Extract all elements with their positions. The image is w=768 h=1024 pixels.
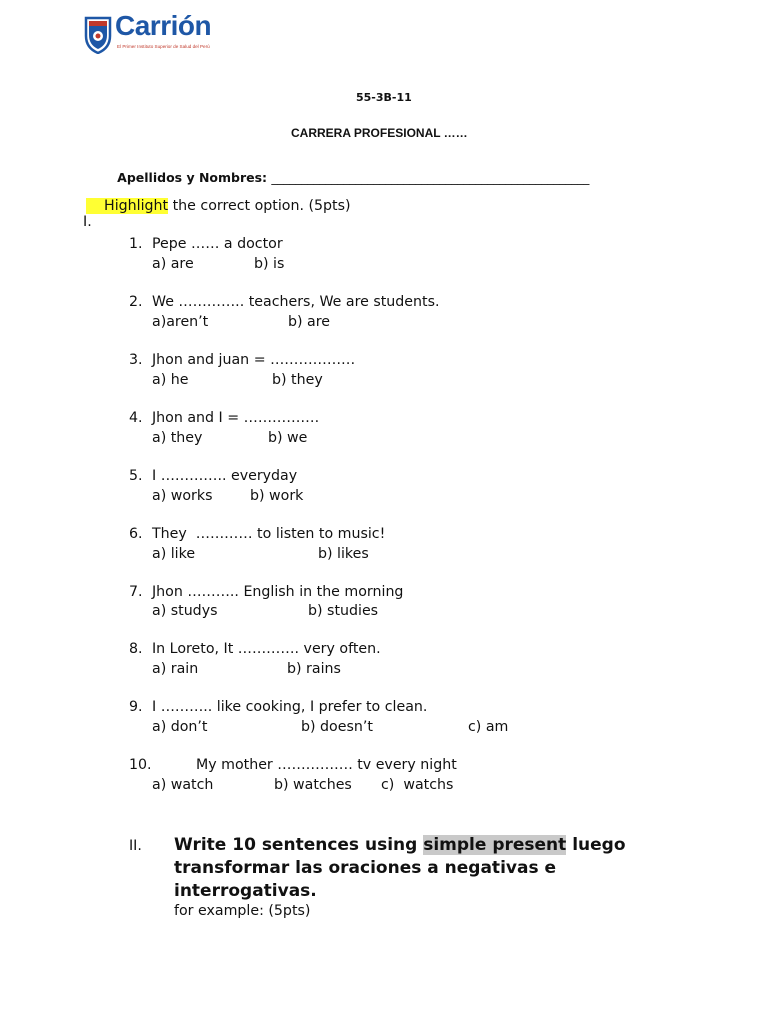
option-b: b) is	[254, 256, 285, 272]
section-2-line-1: Write 10 sentences using simple present luego	[174, 835, 626, 855]
option-b: b) are	[288, 314, 330, 330]
option-a: a) like	[152, 546, 196, 562]
option-a: a) studys	[152, 603, 218, 619]
option-b: b) they	[272, 372, 323, 388]
section-2-number: II.	[129, 838, 142, 854]
option-a: a) rain	[152, 661, 199, 677]
section-2-example: for example: (5pts)	[174, 903, 311, 919]
question-number: 3.	[129, 352, 143, 368]
question-number: 2.	[129, 294, 143, 310]
question-number: 7.	[129, 584, 143, 600]
option-a: a) he	[152, 372, 189, 388]
option-c: c) watchs	[381, 777, 454, 793]
option-a: a) they	[152, 430, 203, 446]
option-b: b) watches	[274, 777, 352, 793]
option-b: b) we	[268, 430, 308, 446]
section-1-number: I.	[83, 214, 92, 230]
career-title: CARRERA PROFESIONAL ……	[291, 126, 468, 140]
question-number: 8.	[129, 641, 143, 657]
question-text: Jhon and I = …………….	[152, 410, 320, 426]
question-text: Jhon and juan = ………………	[152, 352, 356, 368]
section-2-line-3: interrogativas.	[174, 881, 317, 901]
question-number: 1.	[129, 236, 143, 252]
instruction-rest: the correct option. (5pts)	[168, 198, 351, 214]
option-a: a) watch	[152, 777, 214, 793]
option-b: b) rains	[287, 661, 341, 677]
option-b: b) work	[250, 488, 304, 504]
document-code: 55-3B-11	[356, 91, 412, 104]
name-label: Apellidos y Nombres:	[117, 170, 272, 185]
option-a: a) are	[152, 256, 194, 272]
option-c: c) am	[468, 719, 509, 735]
option-a: a)aren’t	[152, 314, 209, 330]
option-b: b) doesn’t	[301, 719, 373, 735]
highlight-word: Highlight	[86, 198, 168, 214]
question-number: 6.	[129, 526, 143, 542]
question-text: Jhon ……….. English in the morning	[152, 584, 404, 600]
question-number: 9.	[129, 699, 143, 715]
question-text: My mother ……………. tv every night	[196, 757, 457, 773]
simple-present-highlight: simple present	[423, 835, 567, 855]
section-1-instruction	[86, 198, 351, 214]
question-number: 10.	[129, 757, 152, 773]
question-text: In Loreto, It …………. very often.	[152, 641, 381, 657]
option-a: a) works	[152, 488, 213, 504]
question-number: 5.	[129, 468, 143, 484]
name-blank-line: _____________________________________________________	[271, 171, 590, 185]
question-text: They ………… to listen to music!	[152, 526, 386, 542]
question-number: 4.	[129, 410, 143, 426]
name-field-row	[107, 148, 589, 186]
logo-tagline: El Primer Instituto Superior de Salud del Perú	[117, 44, 210, 49]
question-text: I ……….. like cooking, I prefer to clean.	[152, 699, 428, 715]
question-text: I ………….. everyday	[152, 468, 298, 484]
section-2-line-2: transformar las oraciones a negativas e	[174, 858, 557, 878]
question-text: We ………….. teachers, We are students.	[152, 294, 440, 310]
option-a: a) don’t	[152, 719, 208, 735]
option-b: b) studies	[308, 603, 379, 619]
logo-brand-text: Carrión	[115, 10, 212, 41]
question-text: Pepe …… a doctor	[152, 236, 283, 252]
institution-logo	[84, 10, 219, 55]
option-b: b) likes	[318, 546, 369, 562]
shield-crest-icon	[84, 16, 112, 54]
